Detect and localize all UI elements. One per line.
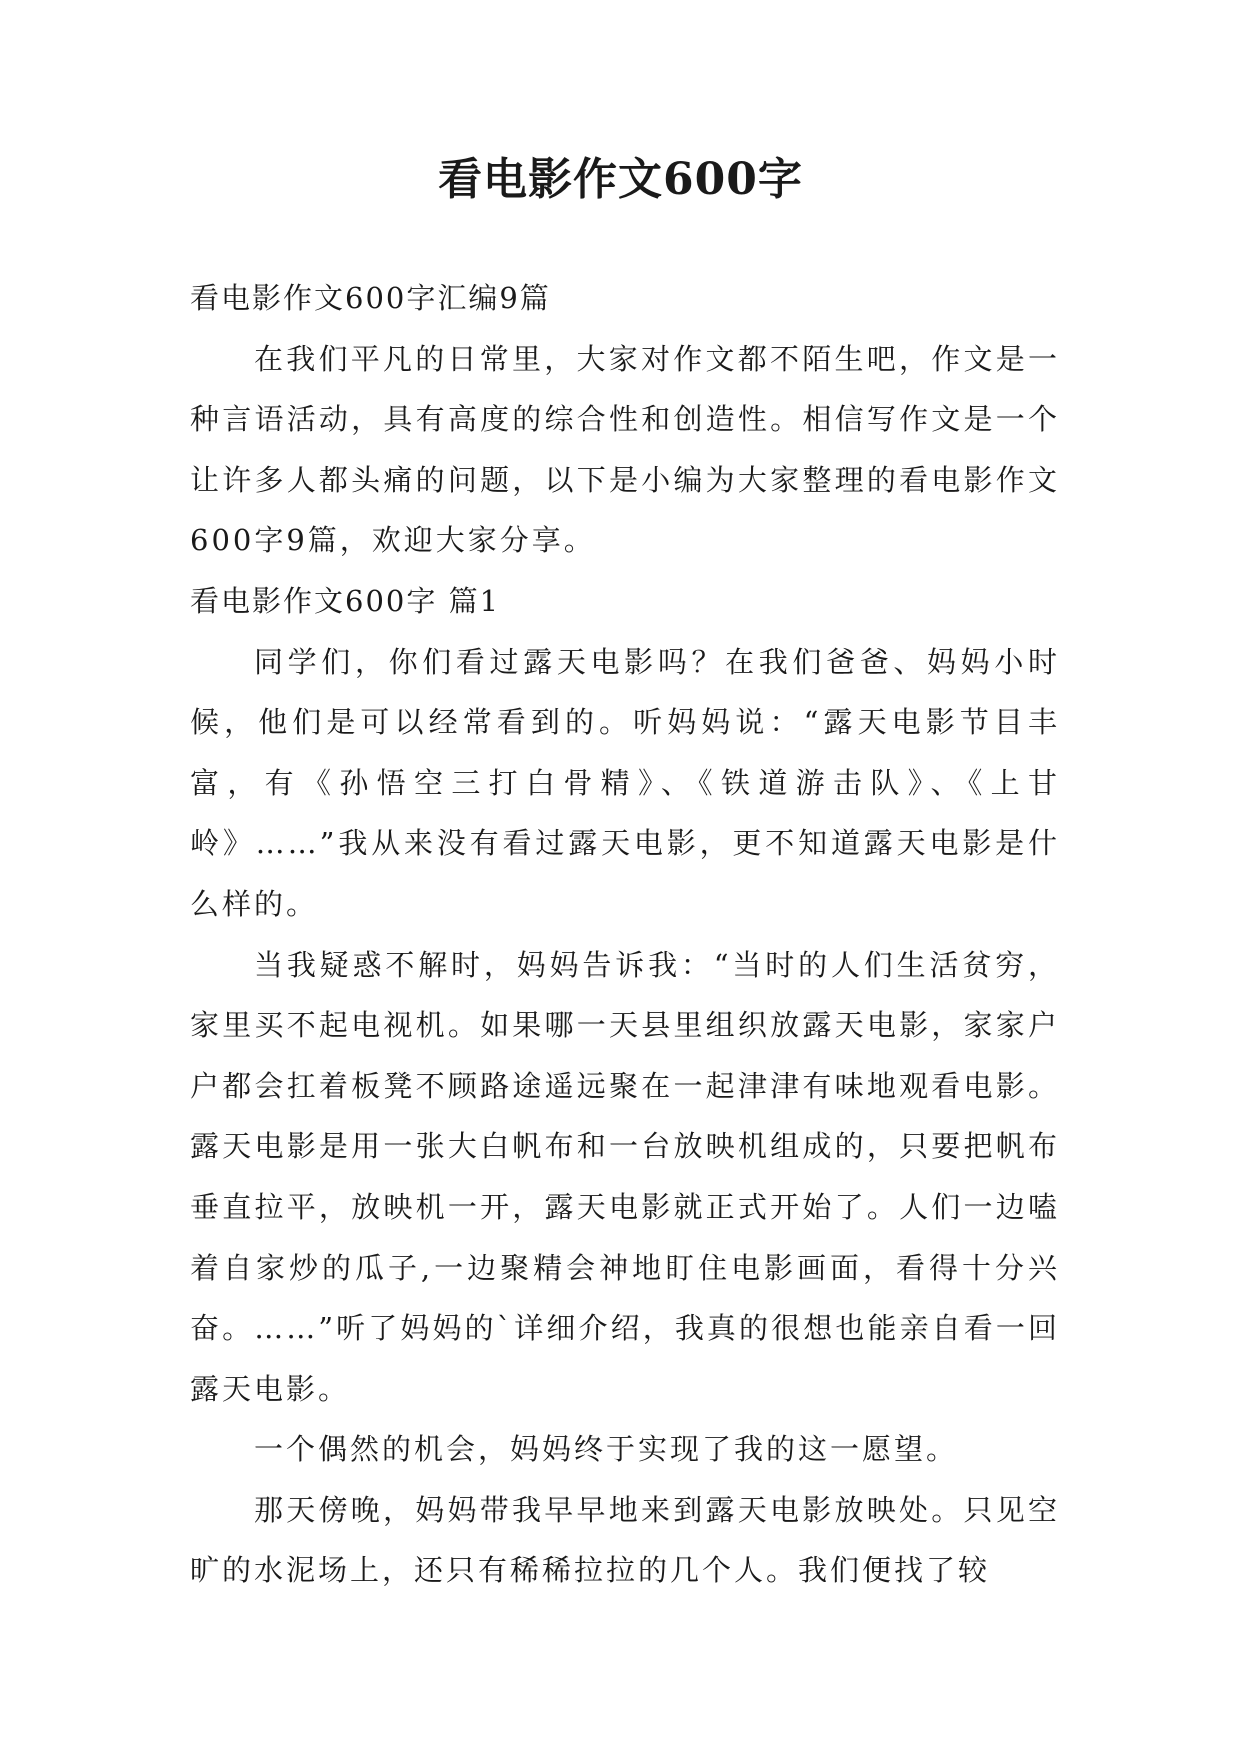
intro-paragraph: 在我们平凡的日常里，大家对作文都不陌生吧，作文是一种言语活动，具有高度的综合性和创造性。相信写作文是一个让许多人都头痛的问题，以下是小编为大家整理的看电影作文600字9篇，欢迎大家分享。 [190,341,1060,558]
body-paragraph: 那天傍晚，妈妈带我早早地来到露天电影放映处。只见空旷的水泥场上，还只有稀稀拉拉的几个人。我们便找了较 [190,1492,1060,1588]
document-body [190,268,1060,1601]
body-paragraph: 同学们，你们看过露天电影吗？在我们爸爸、妈妈小时候，他们是可以经常看到的。听妈妈说：“露天电影节目丰富，有《孙悟空三打白骨精》、《铁道游击队》、《上甘岭》……”我从来没有看过露天电影，更不知道露天电影是什么样的。 [190,644,1060,921]
section-heading: 看电影作文600字 篇1 [190,583,501,618]
body-paragraph: 一个偶然的机会，妈妈终于实现了我的这一愿望。 [254,1432,959,1467]
body-paragraph: 当我疑惑不解时，妈妈告诉我：“当时的人们生活贫穷，家里买不起电视机。如果哪一天县里组织放露天电影，家家户户都会扛着板凳不顾路途遥远聚在一起津津有味地观看电影。露天电影是用一张大白帆布和一台放映机组成的，只要把帆布垂直拉平，放映机一开，露天电影就正式开始了。人们一边嗑着自家炒的瓜子,一边聚精会神地盯住电影画面，看得十分兴奋。……”听了妈妈的`详细介绍，我真的很想也能亲自看一回露天电影。 [190,947,1060,1406]
document-subtitle: 看电影作文600字汇编9篇 [190,281,551,315]
document-title: 看电影作文600字 [438,154,803,205]
